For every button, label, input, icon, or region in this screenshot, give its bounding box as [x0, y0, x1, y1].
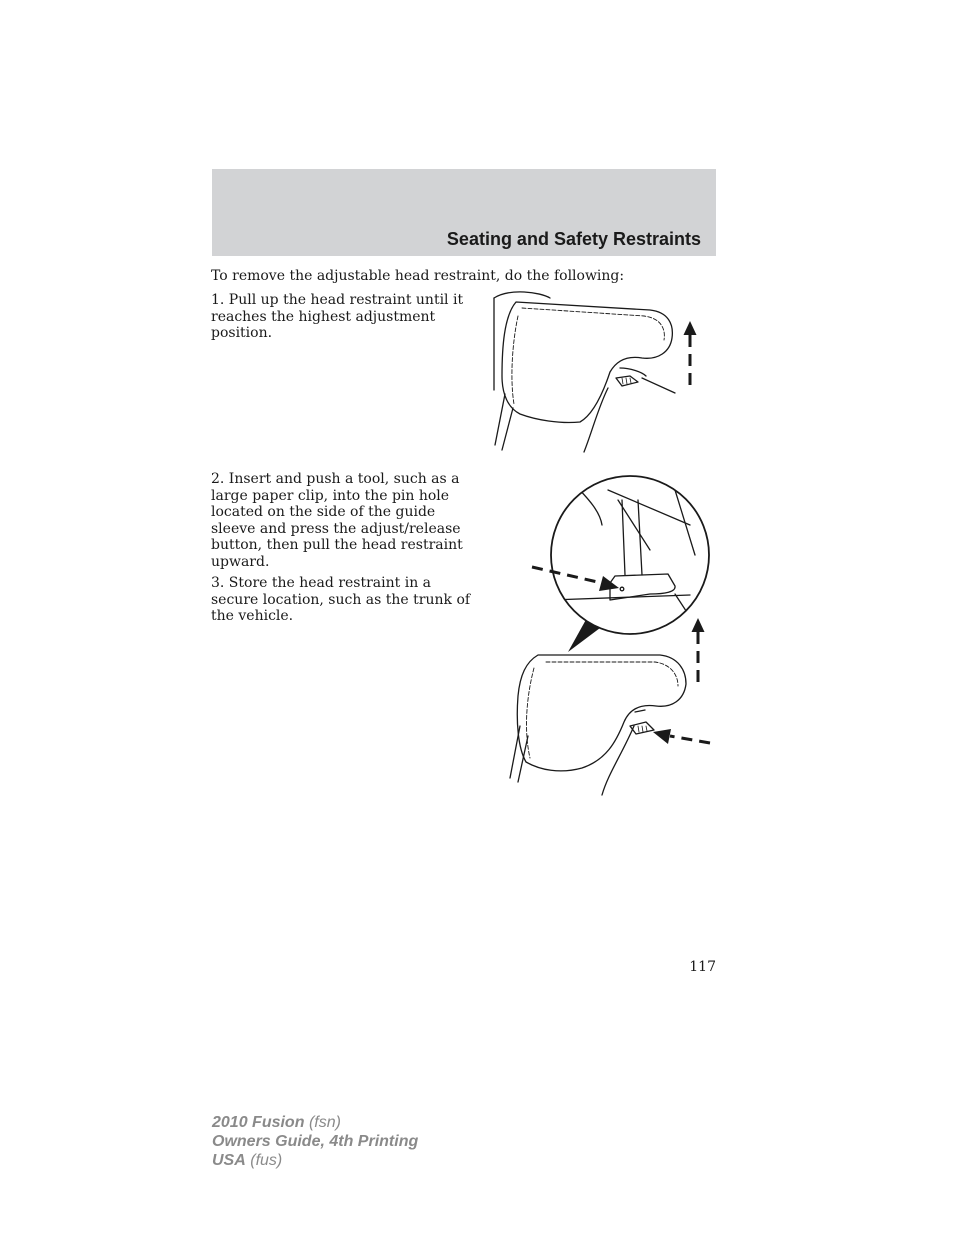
footer-market: USA: [212, 1152, 246, 1169]
footer-guide-edition: Owners Guide, 4th Printing: [212, 1133, 419, 1150]
footer-imprint: [212, 1113, 418, 1170]
up-arrow-icon: [692, 618, 705, 682]
step-2-text: 2. Insert and push a tool, such as a large paper clip, into the pin hole located on the side of the guide sleeve and press the adjust/release button, then pull the head restraint upward.: [211, 471, 463, 570]
up-arrow-icon: [684, 321, 697, 385]
step-3-text: 3. Store the head restraint in a secure location, such as the trunk of the vehicle.: [211, 575, 471, 624]
footer-market-code: (fus): [250, 1152, 283, 1169]
pin-hole-detail-illustration: [490, 470, 720, 800]
intro-text: To remove the adjustable head restraint, do the following:: [211, 268, 625, 284]
section-header-band: [212, 169, 716, 256]
head-restraint-raised-illustration: [480, 290, 710, 455]
step-1-text: 1. Pull up the head restraint until it reaches the highest adjustment position.: [211, 292, 464, 341]
footer-model: 2010 Fusion: [212, 1114, 305, 1131]
page-number: 117: [689, 959, 716, 975]
section-title: Seating and Safety Restraints: [446, 229, 701, 249]
push-arrow-icon: [653, 729, 710, 744]
footer-model-code: (fsn): [308, 1114, 341, 1131]
